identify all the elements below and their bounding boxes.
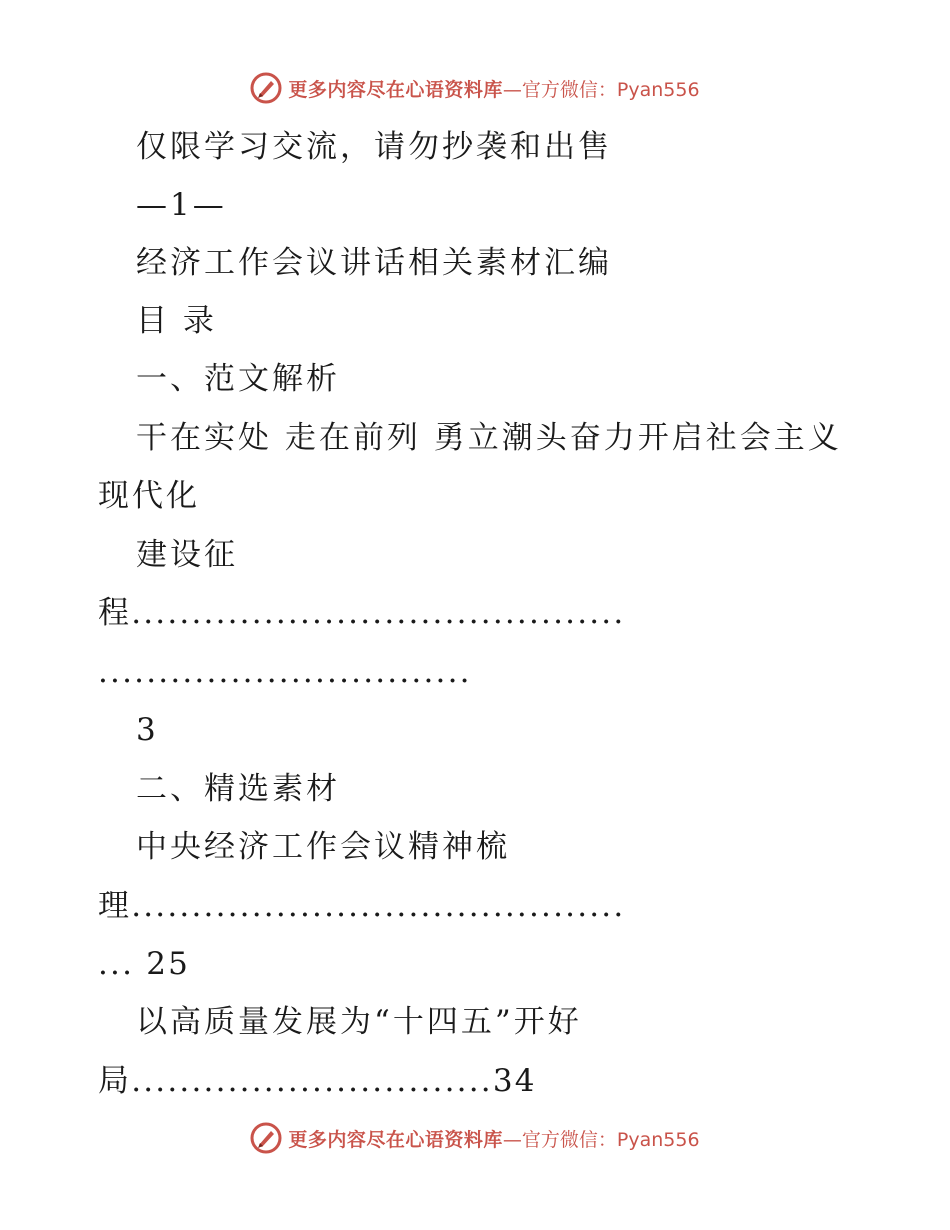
pen-logo-icon	[250, 72, 282, 104]
page-marker: —1—	[136, 187, 227, 223]
watermark-footer	[0, 1122, 950, 1154]
watermark-contact: —官方微信：Pyan556	[502, 1128, 700, 1151]
pen-logo-icon	[250, 1122, 282, 1154]
toc-entry-1-line: 建设征	[136, 537, 238, 573]
section-heading-1: 一、范文解析	[136, 361, 340, 397]
toc-entry-2-page: ... 25	[98, 946, 191, 982]
toc-entry-2-leader: 理.........................................	[98, 888, 626, 924]
toc-entry-3-line: 以高质量发展为“十四五”开好	[136, 1004, 582, 1040]
toc-entry-1-page: 3	[136, 712, 159, 748]
usage-notice: 仅限学习交流，请勿抄袭和出售	[136, 129, 612, 165]
watermark-text: 更多内容尽在心语资料库	[288, 1128, 503, 1151]
watermark-header	[0, 72, 950, 104]
document-title: 经济工作会议讲话相关素材汇编	[136, 245, 612, 281]
watermark-text: 更多内容尽在心语资料库	[288, 78, 503, 101]
toc-entry-1-leader: ...............................	[98, 654, 472, 690]
toc-entry-3-leader: 局..............................34	[98, 1063, 537, 1099]
section-heading-2: 二、精选素材	[136, 771, 340, 807]
watermark-contact: —官方微信：Pyan556	[502, 78, 700, 101]
toc-entry-1-leader: 程.........................................	[98, 595, 626, 631]
toc-entry-1-line: 现代化	[98, 478, 200, 514]
toc-entry-1-line: 干在实处 走在前列 勇立潮头奋力开启社会主义	[136, 420, 842, 456]
toc-heading: 目 录	[136, 303, 217, 339]
toc-entry-2-line: 中央经济工作会议精神梳	[136, 829, 510, 865]
